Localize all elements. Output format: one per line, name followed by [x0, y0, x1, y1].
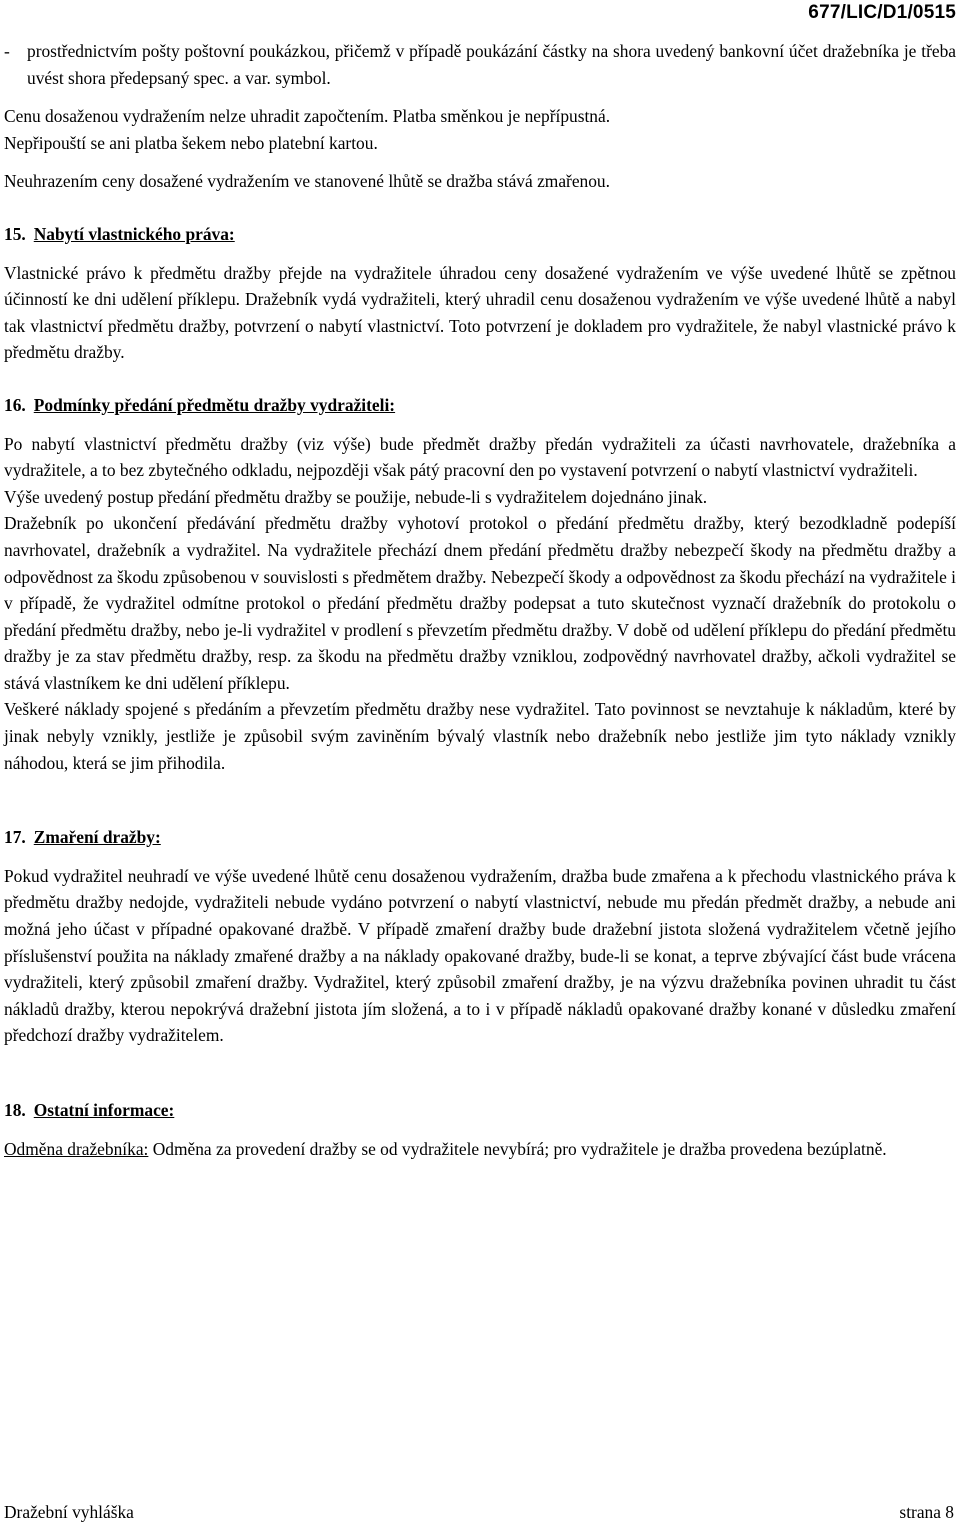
section-15-number: 15. [4, 223, 26, 244]
non-payment-paragraph: Neuhrazením ceny dosažené vydražením ve stanovené lhůtě se dražba stává zmařenou. [4, 171, 610, 192]
section-17-number: 17. [4, 827, 26, 848]
section-18-title: Ostatní informace: [33, 1100, 175, 1120]
section-18-number: 18. [4, 1100, 26, 1120]
section-18-body [4, 1136, 956, 1163]
document-body [4, 38, 956, 1162]
bullet-text: prostřednictvím pošty poštovní poukázkou, přičemž v případě poukázání částky na shora uvedený bankovní účet dražebníka je třeba uvést shora předepsaný spec. a var. symbol. [27, 41, 956, 88]
section-16-paragraph-2: Výše uvedený postup předání předmětu dražby se použije, nebude-li s vydražitelem dojednáno jinak. [4, 486, 708, 507]
section-17-body: Pokud vydražitel neuhradí ve výše uvedené lhůtě cenu dosaženou vydražením, dražba bude zmařena a k přechodu vlastnického práva k předmětu dražby nedojde, vydražiteli nebude vydáno potvrzení o nabytí vlastnictví, nebude mu předán předmět dražby, a nebude ani možná jeho účast v případné opakované dražbě. V případě zmaření dražby bude dražební jistota složená vydražitelem včetně jejího příslušenství použita na náklady zmařené dražby a na náklady opakované dražby, bude-li se konat, a teprve zbývající část bude vrácena vydražiteli, který způsobil zmaření dražby. Vydražitel, který způsobil zmaření dražby, je na výzvu dražebníka povinen uhradit tu část nákladů dražby, kterou nepokrývá dražební jistota jím složená, a to i v případě nákladů opakované dražby konané v důsledku zmaření předchozí dražby vydražitelem. [4, 865, 956, 1046]
section-15-body: Vlastnické právo k předmětu dražby přejde na vydražitele úhradou ceny dosažené vydražením ve výše uvedené lhůtě se zpětnou účinností ke dni udělení příklepu. Dražebník vydá vydražiteli, který uhradil cenu dosaženou vydražením ve výše uvedené lhůtě a nabyl tak vlastnictví předmětu dražby, potvrzení o nabytí vlastnictví. Toto potvrzení je dokladem pro vydražitele, že nabyl vlastnické právo k předmětu dražby. [4, 262, 956, 363]
section-18-heading [4, 1097, 956, 1124]
bullet-dash: - [4, 41, 10, 61]
payment-restriction-line-2: Nepřipouští se ani platba šekem nebo platební kartou. [4, 132, 378, 153]
section-17-heading [4, 824, 956, 851]
section-16-paragraph-1: Po nabytí vlastnictví předmětu dražby (viz výše) bude předmět dražby předán vydražiteli za účasti navrhovatele, dražebníka a vydražitele, a to bez zbytečného odkladu, nejpozději však pátý pracovní den po vystavení potvrzení o nabytí vlastnictví vydražiteli. [4, 433, 956, 481]
section-17-title: Zmaření dražby: [33, 827, 161, 848]
section-16-heading [4, 392, 956, 419]
section-15-title: Nabytí vlastnického práva: [33, 223, 235, 244]
section-16-paragraph-4: Veškeré náklady spojené s předáním a převzetím předmětu dražby nese vydražitel. Tato povinnost se nevztahuje k nákladům, které by jinak nebyly vznikly, jestliže je způsobil svým zaviněním bývalý vlastník nebo dražebník nebo jestliže jim tyto náklady vznikly náhodou, která se jim přihodila. [4, 699, 956, 773]
payment-method-bullet [4, 38, 956, 91]
page-footer [4, 1502, 954, 1523]
footer-page-number: strana 8 [899, 1502, 954, 1522]
document-id: 677/LIC/D1/0515 [808, 2, 956, 23]
auctioneer-fee-text: Odměna za provedení dražby se od vydražitele nevybírá; pro vydražitele je dražba provedena bezúplatně. [148, 1138, 887, 1159]
section-16-paragraph-3: Dražebník po ukončení předávání předmětu dražby vyhotoví protokol o předání předmětu dražby, který bezodkladně podepíší navrhovatel, dražebník a vydražitel. Na vydražitele přechází dnem předání předmětu dražby nebezpečí škody na předmětu dražby a odpovědnost za škodu způsobenou v souvislosti s předmětem dražby. Nebezpečí škody a odpovědnost za škodu přechází na vydražitele i v případě, že vydražitel odmítne protokol o předání předmětu dražby podepsat a tuto skutečnost vyznačí dražebník do protokolu o předání předmětu dražby, nebo je-li vydražitel v prodlení s převzetím předmětu dražby. V době od udělení příklepu do předání předmětu dražby je za stav předmětu dražby, resp. za škodu na předmětu dražby vzniklou, zodpovědný navrhovatel dražby, ačkoli vydražitel se stává vlastníkem ke dni udělení příklepu. [4, 513, 956, 693]
payment-restriction-line-1: Cenu dosaženou vydražením nelze uhradit započtením. Platba směnkou je nepřípustná. [4, 106, 611, 127]
section-16-number: 16. [4, 394, 26, 415]
section-15-heading [4, 221, 956, 248]
footer-document-title: Dražební vyhláška [4, 1502, 134, 1522]
auctioneer-fee-label: Odměna dražebníka: [4, 1138, 149, 1159]
section-16-title: Podmínky předání předmětu dražby vydražiteli: [33, 394, 396, 415]
